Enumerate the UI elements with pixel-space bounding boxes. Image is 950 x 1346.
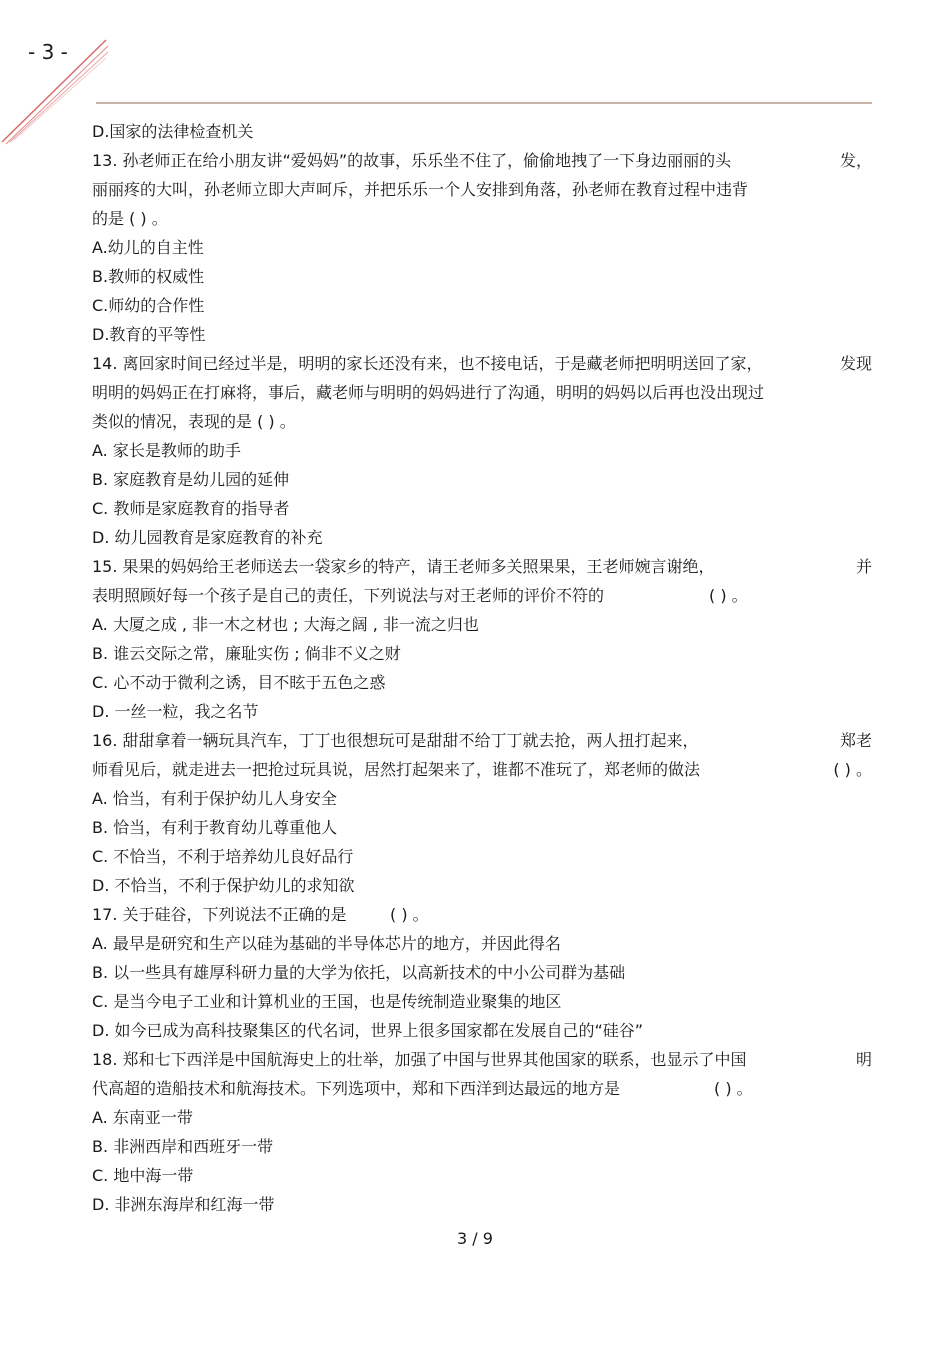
answer-option: A. 最早是研究和生产以硅为基础的半导体芯片的地方，并因此得名 xyxy=(92,934,561,953)
question-text: 17. 关于硅谷，下列说法不正确的是 xyxy=(92,905,347,924)
question-line: 丽丽疼的大叫，孙老师立即大声呵斥，并把乐乐一个人安排到角落，孙老师在教育过程中违背 xyxy=(92,180,749,199)
question-list xyxy=(92,117,872,1219)
answer-option: D. 如今已成为高科技聚集区的代名词，世界上很多国家都在发展自己的“硅谷” xyxy=(92,1021,644,1040)
question-text: 表明照顾好每一个孩子是自己的责任，下列说法与对王老师的评价不符的 xyxy=(92,586,605,605)
answer-option: B. 非洲西岸和西班牙一带 xyxy=(92,1137,274,1156)
answer-option: B. 谁云交际之常，廉耻实伤 ; 倘非不义之财 xyxy=(92,644,401,663)
question-text: 16. 甜甜拿着一辆玩具汽车，丁丁也很想玩可是甜甜不给丁丁就去抢，两人扭打起来， xyxy=(92,731,699,750)
header-rule xyxy=(96,102,872,104)
question-text: 师看见后，就走进去一把抢过玩具说，居然打起架来了，谁都不准玩了，郑老师的做法 xyxy=(92,760,701,779)
question-line xyxy=(92,1074,872,1103)
answer-blank: ( ) 。 xyxy=(714,1079,753,1098)
answer-blank: ( ) 。 xyxy=(709,586,748,605)
answer-option: B.教师的权威性 xyxy=(92,267,205,286)
answer-option: A. 大厦之成 , 非一木之材也 ; 大海之阔 , 非一流之归也 xyxy=(92,615,479,634)
question-text-tail: 明 xyxy=(855,1050,872,1069)
answer-option: D. 不恰当，不利于保护幼儿的求知欲 xyxy=(92,876,355,895)
answer-option: C. 教师是家庭教育的指导者 xyxy=(92,499,290,518)
question-line xyxy=(92,900,872,929)
question-text-tail: 发现 xyxy=(839,354,872,373)
question-text: 14. 离回家时间已经过半是，明明的家长还没有来，也不接电话，于是藏老师把明明送回了家， xyxy=(92,354,763,373)
answer-option: B. 以一些具有雄厚科研力量的大学为依托，以高新技术的中小公司群为基础 xyxy=(92,963,626,982)
question-line xyxy=(92,755,872,784)
answer-option: C. 是当今电子工业和计算机业的王国，也是传统制造业聚集的地区 xyxy=(92,992,562,1011)
answer-option: C.师幼的合作性 xyxy=(92,296,205,315)
answer-blank: ( ) 。 xyxy=(390,905,429,924)
answer-option: A. 东南亚一带 xyxy=(92,1108,193,1127)
answer-option: B. 恰当，有利于教育幼儿尊重他人 xyxy=(92,818,338,837)
answer-option: A. 恰当，有利于保护幼儿人身安全 xyxy=(92,789,337,808)
question-text-tail: 并 xyxy=(855,557,872,576)
question-line: 的是 ( ) 。 xyxy=(92,209,168,228)
question-line xyxy=(92,146,872,175)
question-line xyxy=(92,1045,872,1074)
answer-option: D. 一丝一粒，我之名节 xyxy=(92,702,259,721)
answer-option: C. 不恰当，不利于培养幼儿良好品行 xyxy=(92,847,354,866)
question-text-tail: ( ) 。 xyxy=(833,760,872,779)
question-text-tail: 发， xyxy=(839,151,872,170)
question-text: 18. 郑和七下西洋是中国航海史上的壮举，加强了中国与世界其他国家的联系，也显示了中国 xyxy=(92,1050,747,1069)
question-line xyxy=(92,581,872,610)
answer-option: C. 地中海一带 xyxy=(92,1166,194,1185)
question-line xyxy=(92,552,872,581)
question-line xyxy=(92,349,872,378)
page-indicator: 3 / 9 xyxy=(457,1229,493,1248)
question-text: 15. 果果的妈妈给王老师送去一袋家乡的特产，请王老师多关照果果，王老师婉言谢绝， xyxy=(92,557,715,576)
page-marker: - 3 - xyxy=(28,40,68,64)
answer-option: A.幼儿的自主性 xyxy=(92,238,204,257)
question-text: 代高超的造船技术和航海技术。下列选项中，郑和下西洋到达最远的地方是 xyxy=(92,1079,621,1098)
answer-option: A. 家长是教师的助手 xyxy=(92,441,241,460)
question-line: 明明的妈妈正在打麻将，事后，藏老师与明明的妈妈进行了沟通，明明的妈妈以后再也没出现过 xyxy=(92,383,765,402)
answer-option: B. 家庭教育是幼儿园的延伸 xyxy=(92,470,290,489)
question-text: 13. 孙老师正在给小朋友讲“爱妈妈”的故事，乐乐坐不住了，偷偷地拽了一下身边丽丽的头 xyxy=(92,151,732,170)
question-line: 类似的情况，表现的是 ( ) 。 xyxy=(92,412,296,431)
answer-option: D.教育的平等性 xyxy=(92,325,206,344)
answer-option: C. 心不动于微利之诱，目不眩于五色之惑 xyxy=(92,673,386,692)
question-line xyxy=(92,726,872,755)
answer-option: D.国家的法律检查机关 xyxy=(92,122,254,141)
answer-option: D. 非洲东海岸和红海一带 xyxy=(92,1195,275,1214)
answer-option: D. 幼儿园教育是家庭教育的补充 xyxy=(92,528,323,547)
question-text-tail: 郑老 xyxy=(839,731,872,750)
